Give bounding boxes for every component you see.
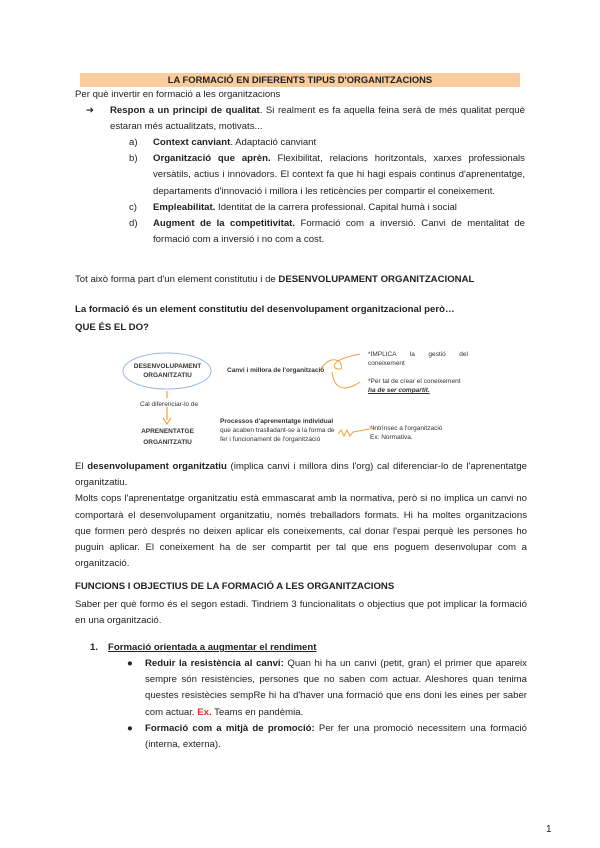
- pertal-underlined: ha de ser compartit.: [368, 387, 430, 394]
- intro: Per què invertir en formació a les organitzacions: [75, 89, 281, 100]
- item-label: c): [129, 201, 137, 213]
- bullet-bold: Reduir la resistència al canvi:: [145, 658, 284, 669]
- pertal-note: [368, 377, 478, 395]
- change-label: Canvi i millora de l'organització: [227, 367, 325, 374]
- item-label: b): [129, 153, 138, 165]
- arrow-icon: ➔: [86, 105, 95, 116]
- node-desenvolupament: DESENVOLUPAMENT ORGANITZATIU: [133, 363, 202, 379]
- bullet-after: Teams en pandèmia.: [211, 706, 304, 718]
- section-1-bullets: [127, 656, 527, 753]
- bullet-icon: ●: [127, 722, 133, 734]
- processos-text: que acaben traslladant-se a la forma de fer i funcionament de l'organització: [220, 427, 335, 443]
- curl-arrow: [320, 354, 360, 370]
- item-text: Identitat de la carrera professional. Capital humà i social: [215, 201, 457, 213]
- pertal-text: *Per tal de crear el coneixement: [368, 378, 461, 385]
- processos-bold: Processos d'aprenentatge individual: [220, 418, 334, 425]
- page-title: LA FORMACIÓ EN DIFERENTS TIPUS D'ORGANITZACIONS: [80, 73, 520, 87]
- list-item: [127, 656, 527, 721]
- functions-text: Saber per què formo és el segon estadi. Tindriem 3 funcionalitats o objectius que pot implicar la formació en una organització.: [75, 599, 527, 627]
- page-number: 1: [546, 824, 552, 835]
- section-title: Formació orientada a augmentar el rendiment: [108, 642, 317, 653]
- intrinsec-note: [370, 424, 490, 442]
- example-label: Ex.: [197, 706, 212, 718]
- item-label: d): [129, 218, 138, 230]
- item-bold: Context canviant: [153, 137, 231, 148]
- item-bold: Organització que aprèn.: [153, 153, 271, 165]
- summary-text: Tot això forma part d'un element constitutiu i de: [75, 274, 279, 285]
- summary-bold: DESENVOLUPAMENT ORGANITZACIONAL: [278, 274, 475, 285]
- do-paragraph: [75, 459, 527, 572]
- do-pre: El: [75, 461, 88, 472]
- do-text-2: Molts cops l'aprenentatge organitzatiu està emmascarat amb la normativa, però si no implica un canvi no comportarà el desenvolupament organitzatiu, només treballadors formats. Hi ha moltes organitzacions que formen però després no deixen aplicar els coneixements, cal donar l'espai perquè les persones ho puguin aplicar. El coneixement ha de ser compartit per tal que ens poguem desenvolupar com a organització.: [75, 493, 527, 570]
- section-1-heading: [90, 640, 528, 656]
- node-aprenentatge: APRENENTATGE ORGANITZATIU: [141, 428, 194, 446]
- item-bold: Empleabilitat.: [153, 201, 216, 213]
- bullet-icon: ●: [127, 658, 133, 669]
- item-text: Flexibilitat, relacions horitzontals, xarxes professionals versàtils, actius i innovadors. El context fa que hi hagi espais continus d'aprenentatge, departaments d'innovació i millora i les reticències per compartir el coneixement.: [153, 153, 525, 197]
- bullet-bold: Formació com a mitjà de promoció:: [145, 722, 315, 734]
- curve-arrow: [332, 372, 360, 388]
- intrinsec-text: *Intrínsec a l'organització: [370, 425, 443, 432]
- bullet-text: Per fer una promoció necessitem una formació (interna, externa).: [145, 722, 527, 751]
- item-bold: Augment de la competitivitat.: [153, 218, 296, 230]
- question-1: La formació és un element constitutiu del desenvolupament organitzacional però…: [75, 304, 455, 315]
- section-number: 1.: [90, 642, 99, 653]
- item-text: Formació com a inversió. Canvi de mentalitat de formació com a inversió i no com a cost.: [153, 218, 525, 246]
- do-text: (implica canvi i millora dins l'org) cal diferenciar-lo de l'aprenentatge organitzatiu.: [75, 461, 527, 489]
- item-text: . Adaptació canviant: [230, 137, 317, 148]
- implica-note: *IMPLICA la gestió del coneixement: [368, 351, 468, 367]
- functions-heading: FUNCIONS I OBJECTIUS DE LA FORMACIÓ A LES ORGANITZACIONS: [75, 581, 395, 592]
- item-label: a): [129, 137, 138, 148]
- processos-note: [220, 417, 340, 444]
- arrow-label: Cal diferenciar-lo de: [140, 401, 199, 408]
- bullet-text: Quan hi ha un canvi (petit, gran) el primer que apareix sempre són resistències, persones que no saben com actuar. Aleshores quan tenima questes resistècies sempRe hi ha d'haver una formació que ens doni les eines per saber com actuar.: [145, 658, 527, 718]
- principle-bold: Respon a un principi de qualitat: [110, 105, 260, 116]
- list-item: [127, 721, 527, 753]
- intrinsec-example: Ex: Normativa.: [370, 434, 413, 441]
- principle-text: . Si realment es fa aquella feina serà de més qualitat perquè estaran més actualitzats, motivats...: [110, 105, 525, 133]
- do-bold: desenvolupament organitzatiu: [87, 461, 227, 472]
- question-2: QUE ÉS EL DO?: [75, 322, 149, 333]
